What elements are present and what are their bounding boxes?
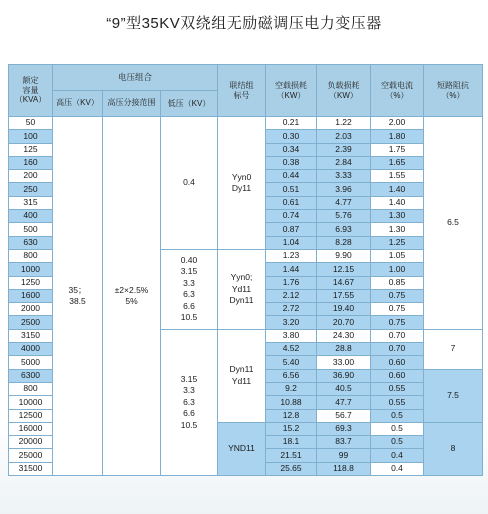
load-loss-cell: 69.3 bbox=[317, 422, 371, 435]
load-loss-cell: 2.03 bbox=[317, 130, 371, 143]
load-loss-cell: 8.28 bbox=[317, 236, 371, 249]
load-loss-cell: 6.93 bbox=[317, 223, 371, 236]
header-impedance: 短路阻抗 （%） bbox=[424, 65, 483, 117]
no-load-current-cell: 1.65 bbox=[371, 156, 424, 169]
table-header bbox=[9, 65, 483, 117]
capacity-cell: 2000 bbox=[9, 303, 53, 316]
load-loss-cell: 118.8 bbox=[317, 462, 371, 475]
hv-cell: 35； 38.5 bbox=[53, 117, 103, 476]
impedance-cell: 7 bbox=[424, 329, 483, 369]
capacity-cell: 16000 bbox=[9, 422, 53, 435]
load-loss-cell: 28.8 bbox=[317, 343, 371, 356]
capacity-cell: 1250 bbox=[9, 276, 53, 289]
header-voltage-group: 电压组合 bbox=[53, 65, 218, 91]
no-load-loss-cell: 18.1 bbox=[266, 436, 317, 449]
load-loss-cell: 9.90 bbox=[317, 249, 371, 262]
transformer-spec-table bbox=[8, 64, 483, 476]
no-load-loss-cell: 3.80 bbox=[266, 329, 317, 342]
no-load-current-cell: 0.60 bbox=[371, 356, 424, 369]
no-load-loss-cell: 4.52 bbox=[266, 343, 317, 356]
header-capacity: 额定 容量 （KVA） bbox=[9, 65, 53, 117]
no-load-current-cell: 1.05 bbox=[371, 249, 424, 262]
no-load-current-cell: 0.4 bbox=[371, 449, 424, 462]
capacity-cell: 12500 bbox=[9, 409, 53, 422]
no-load-loss-cell: 0.38 bbox=[266, 156, 317, 169]
no-load-current-cell: 1.40 bbox=[371, 196, 424, 209]
no-load-current-cell: 0.70 bbox=[371, 343, 424, 356]
header-load-loss: 负载损耗 （KW） bbox=[317, 65, 371, 117]
no-load-loss-cell: 1.44 bbox=[266, 263, 317, 276]
capacity-cell: 100 bbox=[9, 130, 53, 143]
no-load-current-cell: 0.55 bbox=[371, 382, 424, 395]
no-load-current-cell: 1.80 bbox=[371, 130, 424, 143]
table-body bbox=[9, 117, 483, 476]
no-load-loss-cell: 3.20 bbox=[266, 316, 317, 329]
vector-group-cell: Yyn0 Dy11 bbox=[218, 117, 266, 250]
capacity-cell: 25000 bbox=[9, 449, 53, 462]
header-no-load-loss: 空载损耗 （KW） bbox=[266, 65, 317, 117]
tap-range-cell: ±2×2.5% 5% bbox=[103, 117, 161, 476]
no-load-current-cell: 1.30 bbox=[371, 210, 424, 223]
no-load-loss-cell: 2.12 bbox=[266, 289, 317, 302]
no-load-current-cell: 2.00 bbox=[371, 117, 424, 130]
capacity-cell: 1600 bbox=[9, 289, 53, 302]
load-loss-cell: 2.39 bbox=[317, 143, 371, 156]
no-load-loss-cell: 25.65 bbox=[266, 462, 317, 475]
no-load-loss-cell: 15.2 bbox=[266, 422, 317, 435]
capacity-cell: 31500 bbox=[9, 462, 53, 475]
no-load-loss-cell: 5.40 bbox=[266, 356, 317, 369]
lv-cell: 3.15 3.3 6.3 6.6 10.5 bbox=[161, 329, 218, 475]
load-loss-cell: 40.5 bbox=[317, 382, 371, 395]
load-loss-cell: 47.7 bbox=[317, 396, 371, 409]
capacity-cell: 20000 bbox=[9, 436, 53, 449]
no-load-loss-cell: 9.2 bbox=[266, 382, 317, 395]
impedance-cell: 7.5 bbox=[424, 369, 483, 422]
no-load-loss-cell: 0.87 bbox=[266, 223, 317, 236]
no-load-current-cell: 1.75 bbox=[371, 143, 424, 156]
lv-cell: 0.40 3.15 3.3 6.3 6.6 10.5 bbox=[161, 249, 218, 329]
no-load-current-cell: 0.5 bbox=[371, 422, 424, 435]
load-loss-cell: 5.76 bbox=[317, 210, 371, 223]
no-load-current-cell: 0.55 bbox=[371, 396, 424, 409]
load-loss-cell: 56.7 bbox=[317, 409, 371, 422]
no-load-current-cell: 0.5 bbox=[371, 436, 424, 449]
capacity-cell: 125 bbox=[9, 143, 53, 156]
no-load-loss-cell: 0.34 bbox=[266, 143, 317, 156]
capacity-cell: 3150 bbox=[9, 329, 53, 342]
no-load-loss-cell: 0.30 bbox=[266, 130, 317, 143]
no-load-current-cell: 0.70 bbox=[371, 329, 424, 342]
no-load-current-cell: 0.75 bbox=[371, 316, 424, 329]
capacity-cell: 800 bbox=[9, 382, 53, 395]
load-loss-cell: 19.40 bbox=[317, 303, 371, 316]
capacity-cell: 50 bbox=[9, 117, 53, 130]
no-load-loss-cell: 0.74 bbox=[266, 210, 317, 223]
no-load-current-cell: 1.40 bbox=[371, 183, 424, 196]
no-load-current-cell: 0.75 bbox=[371, 303, 424, 316]
capacity-cell: 800 bbox=[9, 249, 53, 262]
load-loss-cell: 1.22 bbox=[317, 117, 371, 130]
no-load-current-cell: 0.85 bbox=[371, 276, 424, 289]
load-loss-cell: 3.33 bbox=[317, 170, 371, 183]
header-vector-group: 联结组 标号 bbox=[218, 65, 266, 117]
capacity-cell: 400 bbox=[9, 210, 53, 223]
capacity-cell: 630 bbox=[9, 236, 53, 249]
load-loss-cell: 20.70 bbox=[317, 316, 371, 329]
capacity-cell: 4000 bbox=[9, 343, 53, 356]
header-lv: 低压（KV） bbox=[161, 91, 218, 117]
load-loss-cell: 99 bbox=[317, 449, 371, 462]
capacity-cell: 6300 bbox=[9, 369, 53, 382]
vector-group-cell: Yyn0; Yd11 Dyn11 bbox=[218, 249, 266, 329]
capacity-cell: 1000 bbox=[9, 263, 53, 276]
load-loss-cell: 17.55 bbox=[317, 289, 371, 302]
no-load-current-cell: 0.60 bbox=[371, 369, 424, 382]
no-load-loss-cell: 2.72 bbox=[266, 303, 317, 316]
no-load-loss-cell: 0.21 bbox=[266, 117, 317, 130]
no-load-loss-cell: 0.44 bbox=[266, 170, 317, 183]
load-loss-cell: 33.00 bbox=[317, 356, 371, 369]
table-row bbox=[9, 117, 483, 130]
lv-cell: 0.4 bbox=[161, 117, 218, 250]
capacity-cell: 160 bbox=[9, 156, 53, 169]
no-load-current-cell: 1.25 bbox=[371, 236, 424, 249]
no-load-loss-cell: 1.76 bbox=[266, 276, 317, 289]
capacity-cell: 500 bbox=[9, 223, 53, 236]
capacity-cell: 315 bbox=[9, 196, 53, 209]
vector-group-cell: YND11 bbox=[218, 422, 266, 475]
no-load-loss-cell: 10.88 bbox=[266, 396, 317, 409]
load-loss-cell: 14.67 bbox=[317, 276, 371, 289]
no-load-loss-cell: 6.56 bbox=[266, 369, 317, 382]
impedance-cell: 8 bbox=[424, 422, 483, 475]
header-tap-range: 高压分接范围 bbox=[103, 91, 161, 117]
load-loss-cell: 12.15 bbox=[317, 263, 371, 276]
no-load-current-cell: 1.00 bbox=[371, 263, 424, 276]
load-loss-cell: 83.7 bbox=[317, 436, 371, 449]
no-load-current-cell: 0.5 bbox=[371, 409, 424, 422]
load-loss-cell: 3.96 bbox=[317, 183, 371, 196]
load-loss-cell: 36.90 bbox=[317, 369, 371, 382]
no-load-current-cell: 0.75 bbox=[371, 289, 424, 302]
no-load-current-cell: 1.55 bbox=[371, 170, 424, 183]
capacity-cell: 5000 bbox=[9, 356, 53, 369]
page-title: “9”型35KV双绕组无励磁调压电力变压器 bbox=[106, 15, 382, 32]
load-loss-cell: 2.84 bbox=[317, 156, 371, 169]
no-load-loss-cell: 21.51 bbox=[266, 449, 317, 462]
load-loss-cell: 24.30 bbox=[317, 329, 371, 342]
load-loss-cell: 4.77 bbox=[317, 196, 371, 209]
header-hv: 高压（KV） bbox=[53, 91, 103, 117]
no-load-loss-cell: 1.23 bbox=[266, 249, 317, 262]
header-no-load-current: 空载电流 （%） bbox=[371, 65, 424, 117]
capacity-cell: 10000 bbox=[9, 396, 53, 409]
no-load-loss-cell: 0.51 bbox=[266, 183, 317, 196]
vector-group-cell: Dyn11 Yd11 bbox=[218, 329, 266, 422]
no-load-current-cell: 1.30 bbox=[371, 223, 424, 236]
no-load-loss-cell: 1.04 bbox=[266, 236, 317, 249]
capacity-cell: 200 bbox=[9, 170, 53, 183]
no-load-current-cell: 0.4 bbox=[371, 462, 424, 475]
no-load-loss-cell: 0.61 bbox=[266, 196, 317, 209]
impedance-cell: 6.5 bbox=[424, 117, 483, 330]
no-load-loss-cell: 12.8 bbox=[266, 409, 317, 422]
capacity-cell: 250 bbox=[9, 183, 53, 196]
capacity-cell: 2500 bbox=[9, 316, 53, 329]
